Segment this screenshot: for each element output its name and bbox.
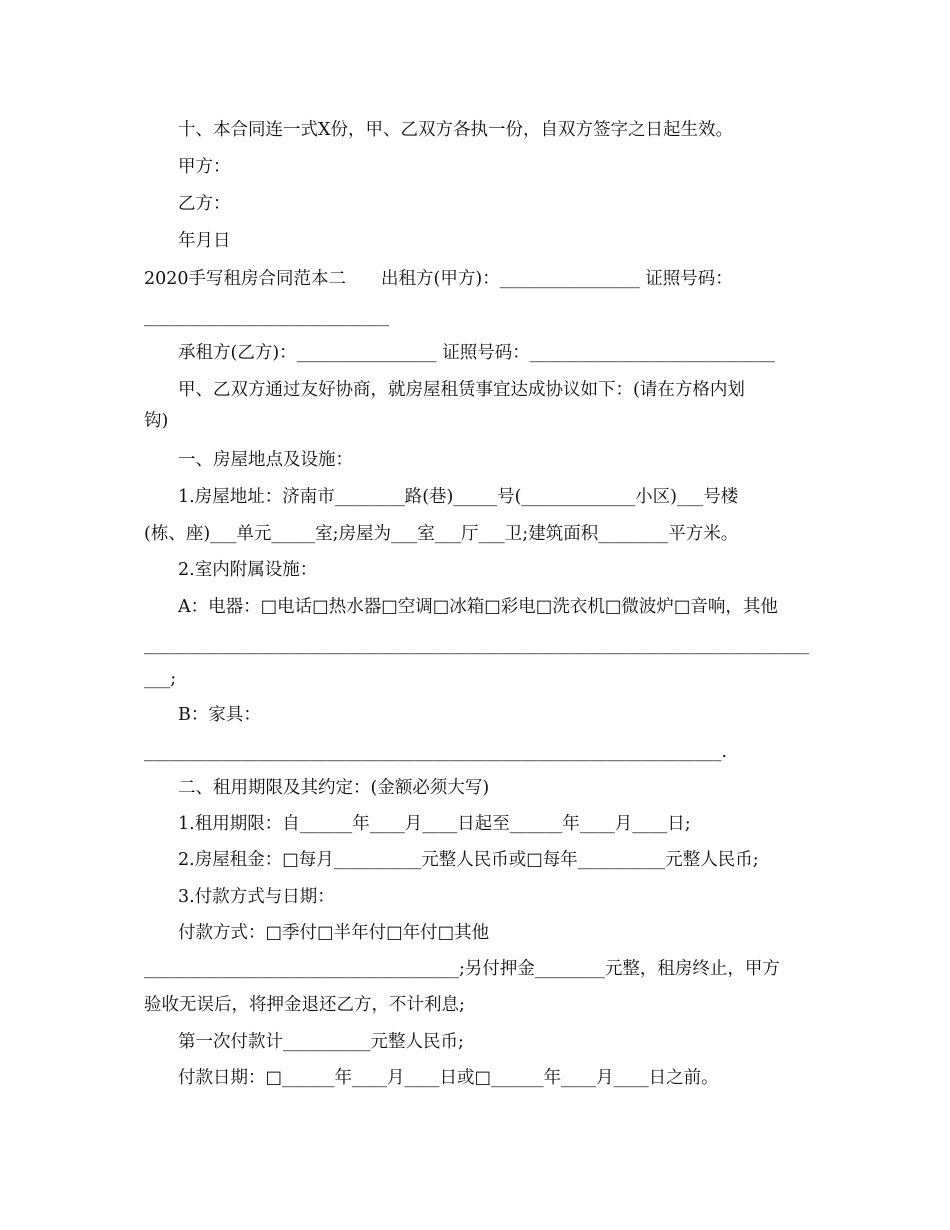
furniture-blank: __________________________________________________________________. bbox=[144, 742, 728, 762]
facilities-heading: 2.室内附属设施： bbox=[178, 560, 318, 580]
deposit-line: ____________________________________;另付押金________元整，租房终止，甲方 bbox=[144, 959, 780, 979]
party-a-label: 甲方： bbox=[178, 157, 231, 177]
appliances-line: A：电器：□电话□热水器□空调□冰箱□彩电□洗衣机□微波炉□音响，其他 bbox=[178, 597, 778, 617]
section-2-heading: 二、租用期限及其约定：(金额必须大写) bbox=[178, 778, 490, 798]
party-b-label: 乙方： bbox=[178, 194, 231, 214]
first-payment: 第一次付款计__________元整人民币; bbox=[178, 1032, 464, 1052]
payment-heading: 3.付款方式与日期： bbox=[178, 887, 335, 907]
rent-amount: 2.房屋租金：□每月__________元整人民币或□每年__________元整人民币; bbox=[178, 850, 759, 870]
date-label: 年月日 bbox=[178, 231, 231, 251]
house-address: 1.房屋地址：济南市________路(巷)_____号(_____________小区)___号楼 bbox=[178, 487, 739, 507]
clause-10: 十、本合同连一式X份，甲、乙双方各执一份，自双方签字之日起生效。 bbox=[178, 120, 733, 140]
lessee-line: 承租方(乙方)：________________ 证照号码：____________________________ bbox=[178, 343, 775, 363]
agreement-intro-cont: 钩) bbox=[144, 411, 169, 431]
contract-title-lessor: 2020手写租房合同范本二 出租方(甲方)：________________ 证照号码： bbox=[144, 269, 733, 289]
appliances-other-end: ___; bbox=[144, 669, 177, 689]
section-1-heading: 一、房屋地点及设施： bbox=[178, 450, 353, 470]
agreement-intro: 甲、乙双方通过友好协商，就房屋租赁事宜达成协议如下：(请在方格内划 bbox=[178, 380, 745, 400]
house-address-cont: (栋、座)___单元_____室;房屋为___室___厅___卫;建筑面积________平方米。 bbox=[144, 524, 739, 544]
deposit-return: 验收无误后，将押金退还乙方，不计利息; bbox=[144, 995, 465, 1015]
furniture-label: B：家具： bbox=[178, 705, 261, 725]
appliances-other-blank: ____________________________________________________________________________ bbox=[144, 635, 809, 655]
payment-date: 付款日期：□______年____月____日或□______年____月____日之前。 bbox=[178, 1068, 719, 1088]
lease-term: 1.租用期限：自______年____月____日起至______年____月____日; bbox=[178, 814, 691, 834]
payment-method: 付款方式：□季付□半年付□年付□其他 bbox=[178, 923, 490, 943]
lessor-id-blank: ____________________________ bbox=[144, 307, 389, 327]
